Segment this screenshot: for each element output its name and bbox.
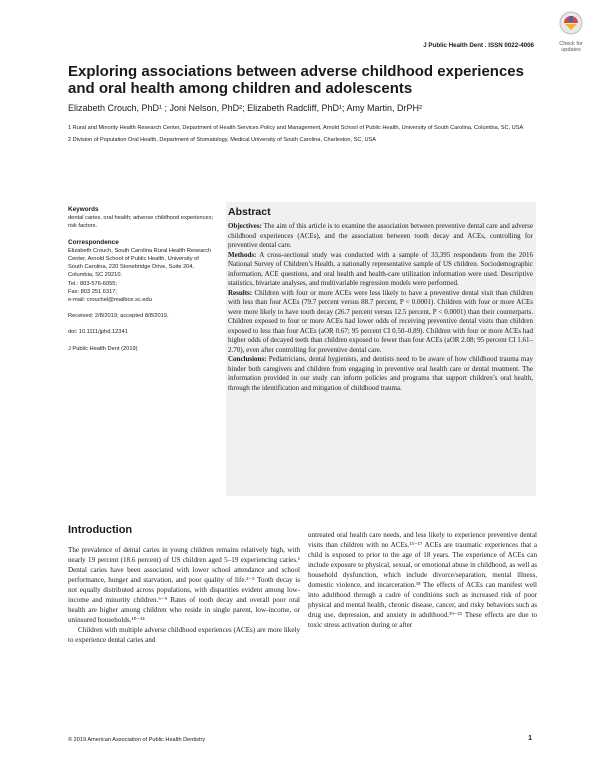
abstract-results: [228, 289, 533, 356]
objectives-text: The aim of this article is to examine the association between preventive dental care and adverse childhood experiences (ACEs), and the association between tooth decay and ACEs, controlling for preventive dental care.: [228, 222, 533, 249]
methods-text: A cross-sectional study was conducted with a sample of 33,395 respondents from the 2016 National Survey of Children’s Health, a nationally representative sample of US children. Sociodemographic information, ACE questions, and oral health and health-care utilization information were used. Descriptive statistics, bivariate analyses, and multivariable regression models were performed.: [228, 250, 533, 287]
check-for-updates-badge[interactable]: [553, 10, 589, 52]
keywords-heading: Keywords: [68, 206, 99, 213]
keywords-text: dental caries, oral health; adverse childhood experiences; risk factors.: [68, 215, 214, 230]
abstract-conclusions: [228, 355, 533, 393]
crossmark-icon: [553, 10, 589, 36]
abstract-objectives: [228, 222, 533, 251]
doi-link[interactable]: doi: 10.1111/jphd.12341: [68, 329, 128, 336]
affiliation-2: 2 Division of Population Oral Health, Department of Stomatology, Medical University of South Carolina, Charleston, SC, USA: [68, 137, 377, 143]
intro-paragraph-2-continued: untreated oral health care needs, and less likely to experience preventive dental visits than children with no ACEs.¹⁵⁻¹⁷ ACEs are traumatic experiences that a child is exposed to prior to the age of 18 years. The experience of ACEs can include exposure to physical, sexual, or emotional abuse in childhood, as well as household dysfunction, which include divorce/separation, mental illness, domestic violence, and incarceration.¹⁸ The effects of ACEs can manifest well into adulthood through a cadre of conditions such as increased risk of poor physical and mental health, chronic disease, cancer, and risky behaviors such as drug use, depression, and anxiety in adulthood.¹⁹⁻²⁵ These effects are due to toxic stress activation during or after: [308, 531, 537, 629]
journal-citation: J Public Health Dent (2019): [68, 345, 138, 352]
affiliation-1: 1 Rural and Minority Health Research Center, Department of Health Services Policy and Management, Arnold School of Public Health, University of South Carolina, Columbia, SC, USA: [68, 125, 524, 131]
correspondence-address: Elizabeth Crouch, South Carolina Rural Health Research Center, Arnold School of Public Health, University of South Carolina, 220 Stonebridge Drive, Suite 204, Columbia, SC 29210.: [68, 247, 212, 279]
article-title: Exploring associations between adverse childhood experiences and oral health among children and adolescents: [68, 63, 524, 97]
received-dates: Received: 2/8/2019; accepted 8/8/2019.: [68, 313, 169, 320]
badge-label-bottom: updates: [561, 47, 581, 53]
results-text: Children with four or more ACEs were less likely to have a preventive dental visit than children with less than four ACEs (79.7 percent versus 88.7 percent, P < 0.0001). Children with four or more ACEs were more likely to have tooth decay (26.7 percent versus 12.5 percent, P < 0.0001) than their counterparts. Children exposed to four or more ACEs had lower odds of receiving preventive dental visits than children exposed to less than four ACEs (aOR 0.67; 95 percent CI 0.50–0.89). Children with four or more ACEs had higher odds of decayed teeth than children exposed to fewer than four ACEs (aOR 2.08; 95 percent CI 1.61–2.70), even after controlling for preventive dental care.: [228, 288, 533, 354]
body-column-left: [68, 545, 300, 645]
correspondence-tel: Tel.: 803-576-6055;: [68, 280, 118, 287]
body-column-right: [308, 530, 537, 630]
journal-issn-line: J Public Health Dent . ISSN 0022-4006: [423, 42, 534, 49]
results-label: Results:: [228, 288, 253, 297]
correspondence-heading: Correspondence: [68, 238, 119, 246]
objectives-label: Objectives:: [228, 222, 262, 230]
correspondence-fax: Fax: 803 251 6317;: [68, 288, 118, 295]
correspondence-email[interactable]: e-mail: crouchel@mailbox.sc.edu: [68, 297, 152, 304]
abstract-heading: Abstract: [228, 206, 271, 218]
article-info-sidebar: [68, 206, 215, 353]
badge-label-top: Check for: [559, 41, 583, 47]
page-number: 1: [528, 735, 532, 742]
methods-label: Methods:: [228, 250, 257, 259]
abstract-body: [228, 222, 533, 393]
intro-paragraph-2: Children with multiple adverse childhood experiences (ACEs) are more likely to experience dental caries and: [68, 626, 300, 644]
conclusions-label: Conclusions:: [228, 355, 267, 363]
author-list: Elizabeth Crouch, PhD¹ ; Joni Nelson, PhD²; Elizabeth Radcliff, PhD¹; Amy Martin, DrPH²: [68, 103, 422, 113]
abstract-methods: [228, 251, 533, 289]
affiliations: [68, 124, 538, 148]
introduction-heading: Introduction: [68, 524, 133, 536]
copyright-footer: © 2019 American Association of Public Health Dentistry: [68, 737, 206, 743]
conclusions-text: Pediatricians, dental hygienists, and dentists need to be aware of how childhood trauma may hinder both caregivers and children from engaging in preventive oral health care or dental treatment. The information provided in our study can inform policies and programs that support children’s oral health, through the identification and mitigation of childhood trauma.: [228, 355, 533, 392]
intro-paragraph-1: The prevalence of dental caries in young children remains relatively high, with nearly 19 percent (18.6 percent) of US children aged 5–19 experiencing caries.¹ Dental caries have been associated with lower school attendance and school performance, hunger and starvation, and poor quality of life.²⁻⁵ Tooth decay is not equally distributed across populations, with disparities evident among low-income and minority children.⁶⁻⁹ Rates of tooth decay and overall poor oral health are higher among children who reside in single parent, low-income, or uninsured households.¹⁰⁻¹⁴: [68, 546, 300, 624]
